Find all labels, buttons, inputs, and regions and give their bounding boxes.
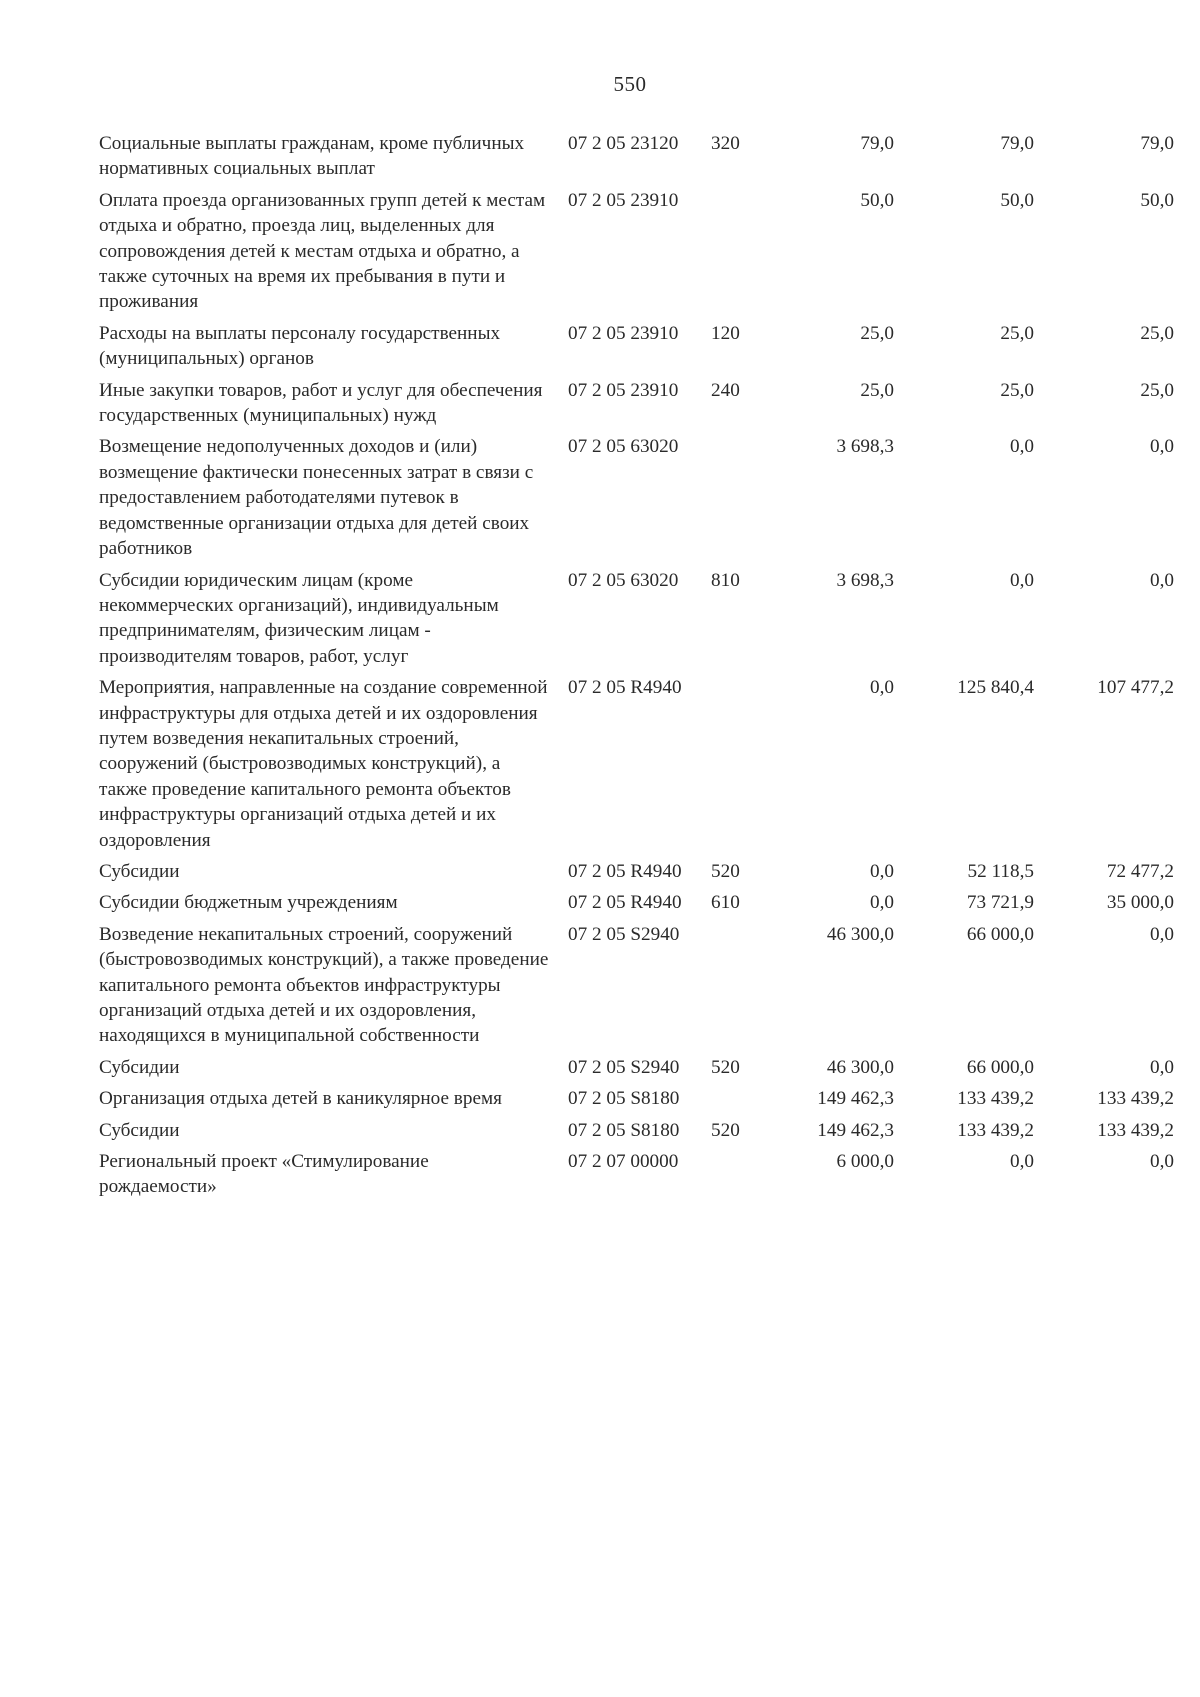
- table-row: [99, 378, 1174, 429]
- row-value-2: 25,0: [1000, 322, 1034, 344]
- table-row: [99, 1118, 1174, 1143]
- row-value-3: 0,0: [1150, 923, 1174, 945]
- row-value-1: 0,0: [870, 860, 894, 882]
- row-value-2: 52 118,5: [967, 860, 1034, 882]
- row-code: 07 2 05 23120: [568, 133, 679, 154]
- row-value-2: 79,0: [1000, 133, 1034, 154]
- row-value-3: 0,0: [1150, 569, 1174, 591]
- row-value-1: 50,0: [860, 189, 894, 211]
- row-name: Иные закупки товаров, работ и услуг для обеспечения государственных (муниципальных) нужд: [99, 379, 543, 427]
- table-row: [99, 321, 1174, 372]
- row-value-1: 6 000,0: [836, 1151, 894, 1173]
- row-code: 07 2 05 23910: [568, 379, 679, 401]
- row-value-2: 0,0: [1010, 1151, 1034, 1173]
- row-code: 07 2 05 R4940: [568, 860, 682, 882]
- row-expense-type: 810: [711, 569, 740, 591]
- budget-table: [99, 131, 1174, 1206]
- row-expense-type: 520: [711, 1056, 740, 1078]
- row-name: Возмещение недополученных доходов и (или) возмещение фактически понесенных затрат в связи с предоставлением работодателями путевок в ведомственные организации отдыха для детей своих работников: [99, 436, 534, 560]
- table-row: [99, 434, 1174, 561]
- row-name: Субсидии: [99, 860, 180, 882]
- row-value-3: 0,0: [1150, 436, 1174, 458]
- row-code: 07 2 05 S2940: [568, 1056, 680, 1078]
- row-name: Организация отдыха детей в каникулярное время: [99, 1088, 502, 1110]
- row-value-2: 50,0: [1000, 189, 1034, 211]
- row-value-1: 46 300,0: [826, 1056, 894, 1078]
- table-row: [99, 1086, 1174, 1111]
- row-name: Социальные выплаты гражданам, кроме публичных нормативных социальных выплат: [99, 133, 525, 180]
- row-code: 07 2 05 63020: [568, 436, 679, 458]
- row-expense-type: 520: [711, 860, 740, 882]
- row-value-1: 79,0: [860, 133, 894, 154]
- row-value-1: 25,0: [860, 322, 894, 344]
- row-name: Возведение некапитальных строений, сооружений (быстровозводимых конструкций), а также проведение капитального ремонта объектов инфраструктуры организаций отдыха детей и их оздоровления, находящихся в муниципальной собственности: [99, 923, 549, 1047]
- row-code: 07 2 05 R4940: [568, 892, 682, 914]
- row-code: 07 2 05 R4940: [568, 677, 682, 699]
- row-value-2: 133 439,2: [957, 1088, 1034, 1110]
- row-value-1: 0,0: [870, 892, 894, 914]
- row-value-1: 149 462,3: [817, 1119, 894, 1141]
- row-name: Субсидии бюджетным учреждениям: [99, 892, 398, 914]
- row-value-1: 3 698,3: [836, 569, 894, 591]
- row-code: 07 2 05 23910: [568, 322, 679, 344]
- row-value-2: 66 000,0: [966, 923, 1034, 945]
- row-value-2: 0,0: [1010, 436, 1034, 458]
- row-value-3: 0,0: [1150, 1151, 1174, 1173]
- row-value-2: 0,0: [1010, 569, 1034, 591]
- row-name: Оплата проезда организованных групп детей к местам отдыха и обратно, проезда лиц, выделенных для сопровождения детей к местам отдыха и обратно, а также суточных на время их пребывания в пути и проживания: [99, 189, 546, 313]
- row-name: Субсидии: [99, 1119, 180, 1141]
- row-value-3: 133 439,2: [1097, 1088, 1174, 1110]
- row-name: Субсидии юридическим лицам (кроме некоммерческих организаций), индивидуальным предпринимателям, физическим лицам - производителям товаров, работ, услуг: [99, 569, 499, 667]
- row-value-3: 72 477,2: [1106, 860, 1174, 882]
- row-value-1: 149 462,3: [817, 1088, 894, 1110]
- row-value-1: 46 300,0: [826, 923, 894, 945]
- row-value-2: 125 840,4: [957, 677, 1034, 699]
- row-expense-type: 320: [711, 133, 740, 154]
- page-number: 550: [613, 72, 647, 96]
- row-code: 07 2 05 23910: [568, 189, 679, 211]
- table-row: [99, 131, 1174, 182]
- row-value-3: 35 000,0: [1106, 892, 1174, 914]
- row-expense-type: 520: [711, 1119, 740, 1141]
- row-value-2: 66 000,0: [966, 1056, 1034, 1078]
- row-value-1: 25,0: [860, 379, 894, 401]
- row-value-2: 25,0: [1000, 379, 1034, 401]
- row-code: 07 2 05 S8180: [568, 1119, 680, 1141]
- table-row: [99, 922, 1174, 1049]
- table-row: [99, 568, 1174, 670]
- table-row: [99, 1055, 1174, 1080]
- table-row: [99, 890, 1174, 915]
- row-value-3: 79,0: [1140, 133, 1174, 154]
- row-expense-type: 120: [711, 322, 740, 344]
- row-value-1: 3 698,3: [836, 436, 894, 458]
- row-value-3: 107 477,2: [1097, 677, 1174, 699]
- row-name: Расходы на выплаты персоналу государственных (муниципальных) органов: [99, 322, 501, 370]
- table-row: [99, 1149, 1174, 1200]
- row-value-1: 0,0: [870, 677, 894, 699]
- row-value-3: 50,0: [1140, 189, 1174, 211]
- table-row: [99, 675, 1174, 853]
- table-row: [99, 859, 1174, 884]
- row-value-2: 133 439,2: [957, 1119, 1034, 1141]
- row-expense-type: 610: [711, 892, 740, 914]
- row-code: 07 2 05 S2940: [568, 923, 680, 945]
- row-name: Субсидии: [99, 1056, 180, 1078]
- row-code: 07 2 05 63020: [568, 569, 679, 591]
- table-row: [99, 188, 1174, 315]
- row-value-2: 73 721,9: [966, 892, 1034, 914]
- row-name: Мероприятия, направленные на создание современной инфраструктуры для отдыха детей и их оздоровления путем возведения некапитальных строений, сооружений (быстровозводимых конструкций), а также проведение капитального ремонта объектов инфраструктуры организаций отдыха детей и их оздоровления: [99, 677, 548, 851]
- row-code: 07 2 05 S8180: [568, 1088, 680, 1110]
- row-value-3: 0,0: [1150, 1056, 1174, 1078]
- row-code: 07 2 07 00000: [568, 1151, 679, 1173]
- row-value-3: 25,0: [1140, 322, 1174, 344]
- row-value-3: 25,0: [1140, 379, 1174, 401]
- row-value-3: 133 439,2: [1097, 1119, 1174, 1141]
- row-expense-type: 240: [711, 379, 740, 401]
- row-name: Региональный проект «Стимулирование рождаемости»: [99, 1151, 429, 1198]
